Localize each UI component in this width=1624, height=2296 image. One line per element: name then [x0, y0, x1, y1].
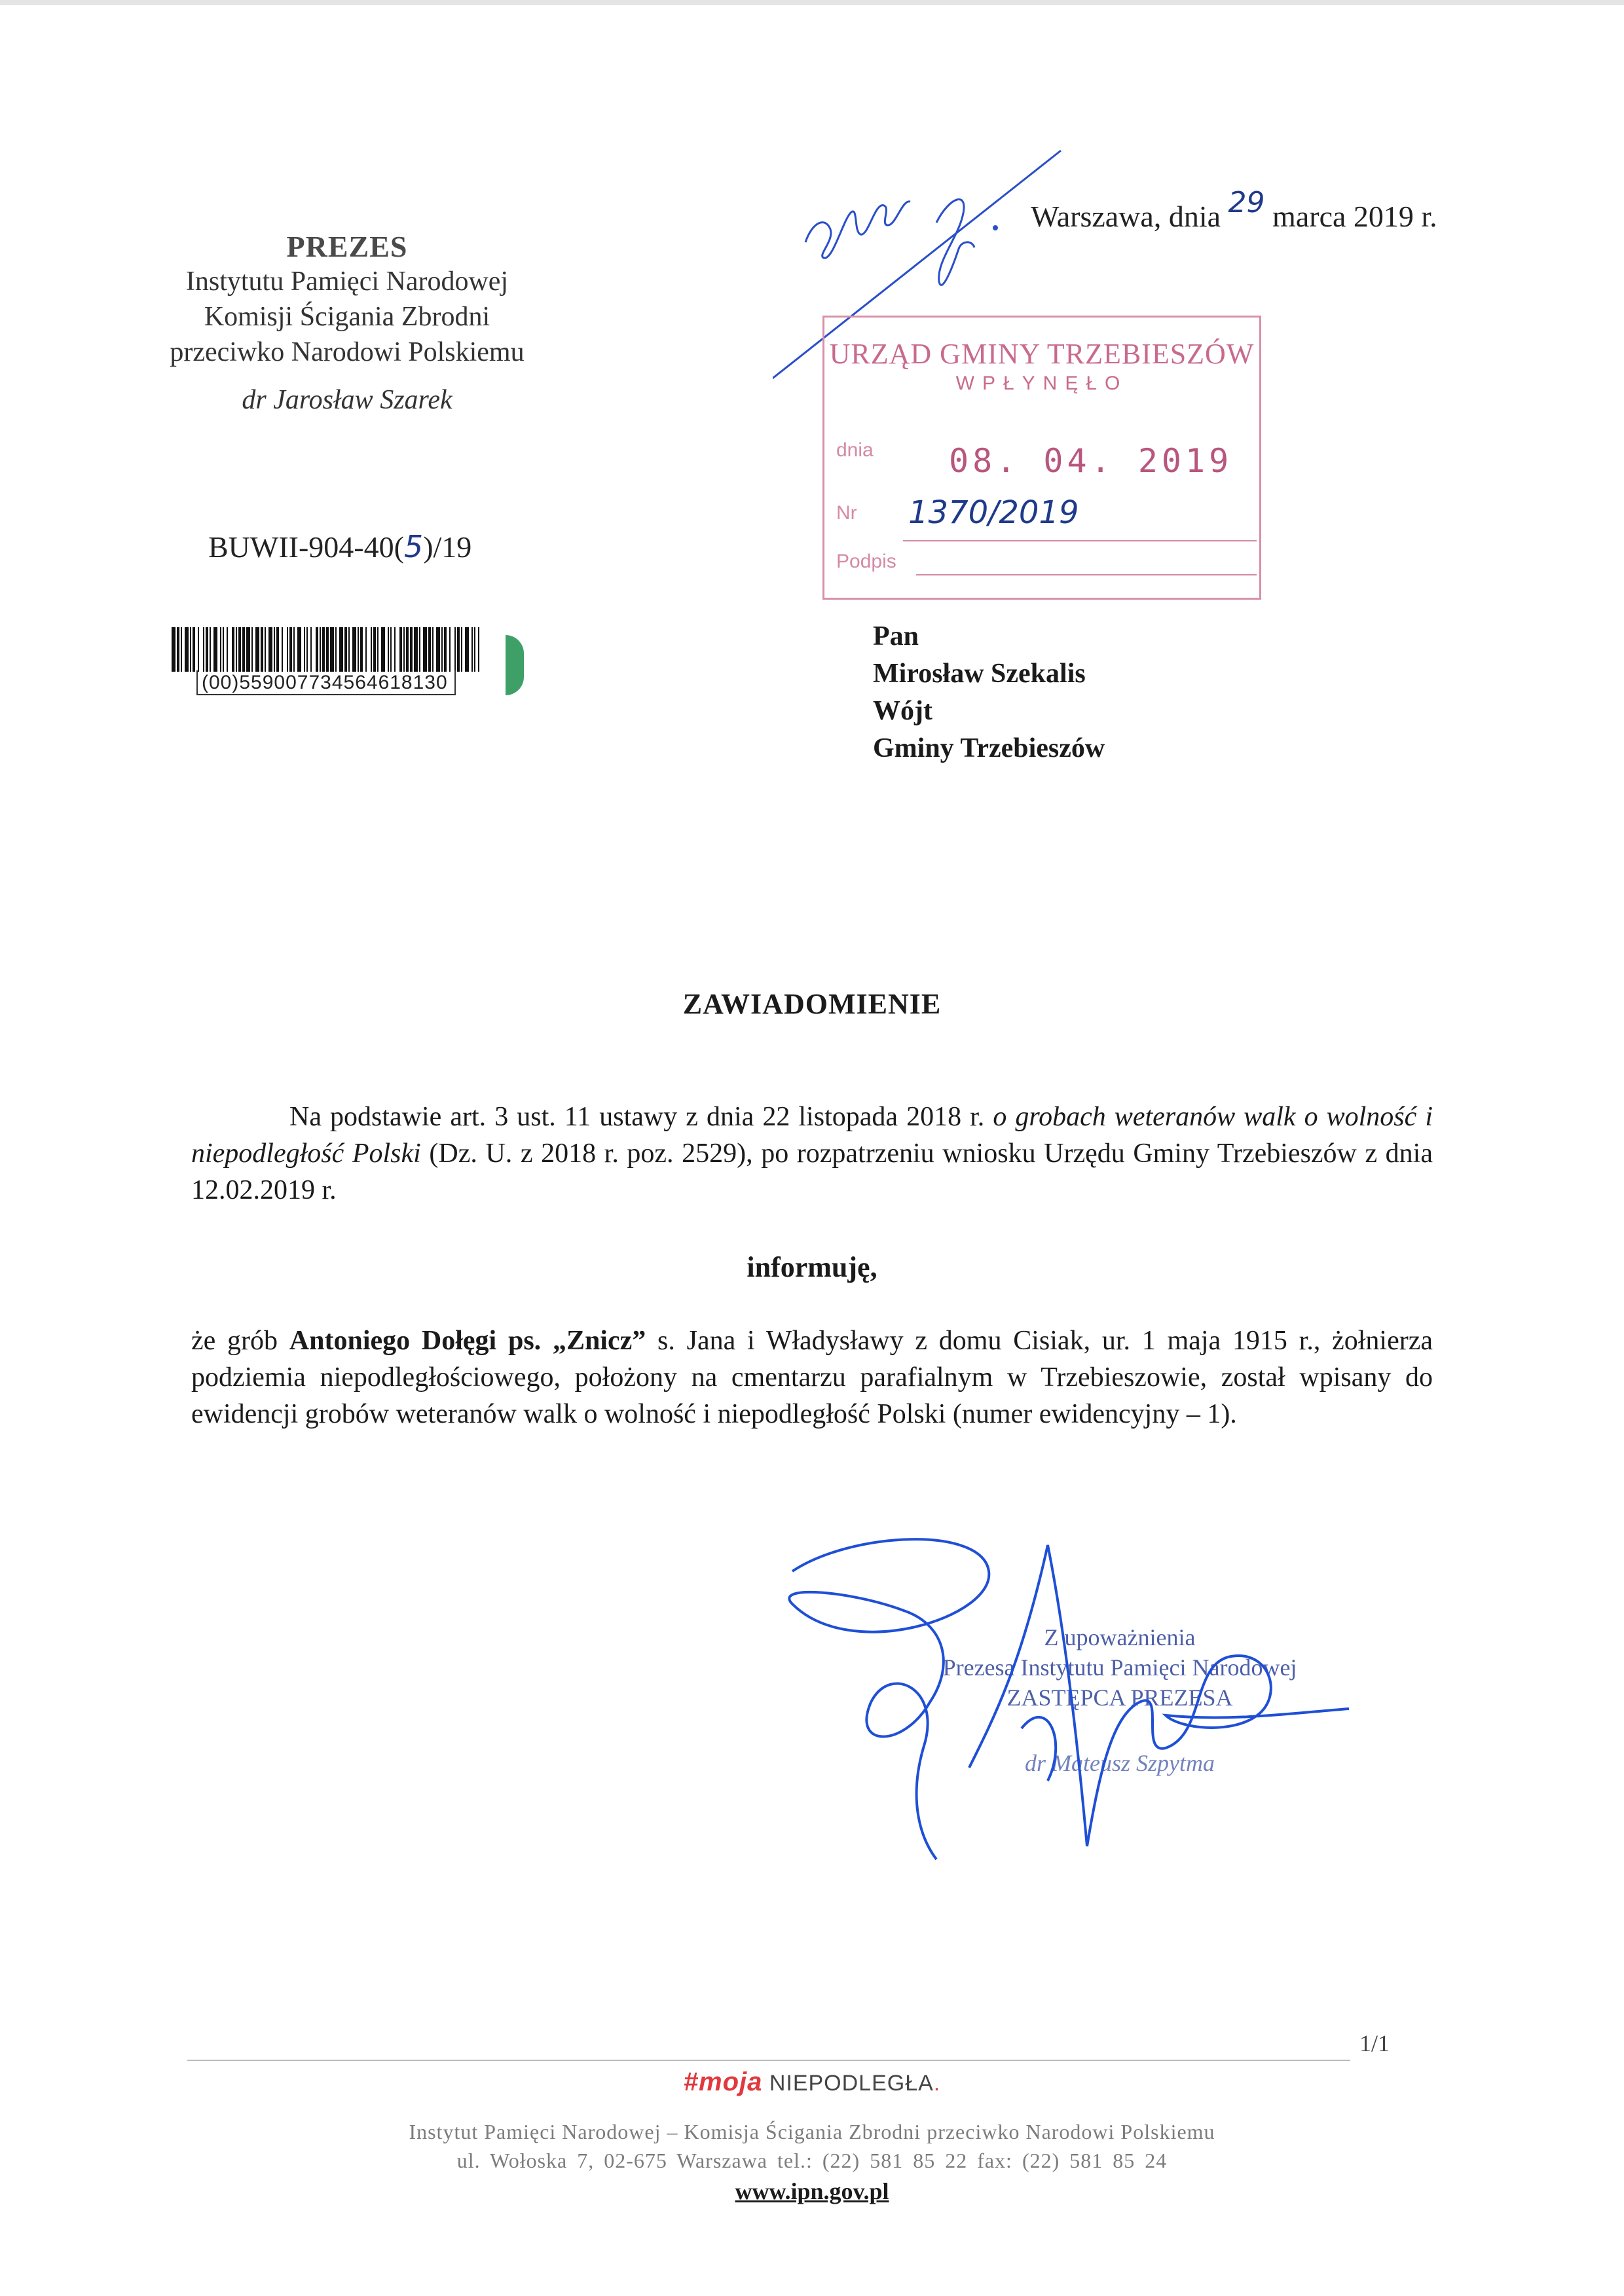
- date-prefix: Warszawa, dnia: [1031, 200, 1221, 233]
- stamp-received: WPŁYNĘŁO: [955, 373, 1128, 394]
- paragraph-legal-basis: [191, 1099, 1433, 1209]
- p1-act-title: o grobach weteranów walk o wolność i niepodległość Polski: [191, 1102, 1433, 1169]
- addressee-line-3: Wójt: [873, 696, 932, 726]
- campaign-logo: [0, 2068, 1624, 2097]
- handwritten-signature-icon: [773, 1532, 1362, 1872]
- addressee-block: [873, 618, 1105, 767]
- stamp-sign-line: [916, 574, 1257, 575]
- p2-text-b: s. Jana i Władysławy z domu Cisiak, ur. 1 maja 1915 r., żołnierza podziemia niepodległościowego, położony na cmentarzu parafialnym w Trzebieszowie, został wpisany do ewidencji grobów weteranów walk o wolność i niepodległość Polski (numer ewidencyjny – 1).: [191, 1326, 1433, 1429]
- campaign-dot: .: [933, 2071, 941, 2096]
- stamp-number-label: Nr: [836, 502, 857, 524]
- signature-line-2: Prezesa Instytutu Pamięci Narodowej: [942, 1654, 1297, 1681]
- document-date: [1031, 186, 1437, 234]
- addressee-line-1: Pan: [873, 621, 919, 651]
- campaign-hash: #: [683, 2068, 699, 2096]
- stamp-number-line: [903, 540, 1257, 541]
- p2-person-name: Antoniego Dołęgi ps. „Znicz”: [289, 1326, 646, 1356]
- footer-divider: [187, 2060, 1350, 2061]
- p2-text-a: że grób: [191, 1326, 289, 1356]
- signature-line-3: ZASTĘPCA PREZESA: [1006, 1685, 1233, 1711]
- sender-name: dr Jarosław Szarek: [242, 385, 452, 415]
- sender-block: [98, 229, 596, 416]
- addressee-line-2: Mirosław Szekalis: [873, 659, 1086, 689]
- date-day-handwritten: 29: [1228, 186, 1265, 219]
- sender-line-3: przeciwko Narodowi Polskiemu: [170, 337, 525, 367]
- p1-text-a: Na podstawie art. 3 ust. 11 ustawy z dnia 22 listopada 2018 r.: [289, 1102, 993, 1132]
- signature-line-1: Z upoważnienia: [1044, 1624, 1196, 1650]
- document-heading: ZAWIADOMIENIE: [682, 988, 942, 1020]
- footer-institution: Instytut Pamięci Narodowej – Komisja Ścigania Zbrodni przeciwko Narodowi Polskiemu: [409, 2120, 1215, 2143]
- date-suffix: marca 2019 r.: [1272, 200, 1437, 233]
- reference-handwritten-digit: 5: [403, 529, 424, 564]
- reference-suffix: )/19: [423, 530, 472, 564]
- inform-line: informuję,: [747, 1251, 877, 1283]
- incoming-stamp: [822, 316, 1261, 600]
- addressee-line-4: Gminy Trzebieszów: [873, 733, 1105, 763]
- signature-name: dr Mateusz Szpytma: [1025, 1750, 1215, 1776]
- green-sticker: [506, 635, 524, 695]
- campaign-rest: NIEPODLEGŁA: [769, 2071, 934, 2096]
- p1-text-b: (Dz. U. z 2018 r. poz. 2529), po rozpatrzeniu wniosku Urzędu Gminy Trzebieszów z dnia 12.02.2019 r.: [191, 1139, 1433, 1205]
- paragraph-decision: [191, 1322, 1433, 1432]
- sender-line-1: Instytutu Pamięci Narodowej: [185, 266, 509, 297]
- stamp-sign-label: Podpis: [836, 551, 896, 572]
- sender-line-2: Komisji Ścigania Zbrodni: [204, 302, 490, 332]
- reference-number: [208, 529, 471, 564]
- stamp-office: URZĄD GMINY TRZEBIESZÓW: [829, 338, 1255, 370]
- stamp-date-label: dnia: [836, 439, 874, 461]
- barcode-number: (00)559007734564618130: [202, 672, 448, 693]
- campaign-moja: moja: [699, 2068, 763, 2096]
- footer-address: ul. Wołoska 7, 02-675 Warszawa tel.: (22) 581 85 22 fax: (22) 581 85 24: [456, 2149, 1168, 2172]
- page-number: 1/1: [1359, 2030, 1390, 2056]
- stamp-date-value: 08. 04. 2019: [949, 442, 1233, 480]
- footer-website-link[interactable]: www.ipn.gov.pl: [735, 2178, 889, 2204]
- stamp-number-value: 1370/2019: [908, 494, 1079, 531]
- scan-top-edge: [0, 0, 1624, 5]
- reference-prefix: BUWII-904-40(: [208, 530, 404, 564]
- sender-title: PREZES: [286, 230, 408, 263]
- barcode: [172, 627, 481, 674]
